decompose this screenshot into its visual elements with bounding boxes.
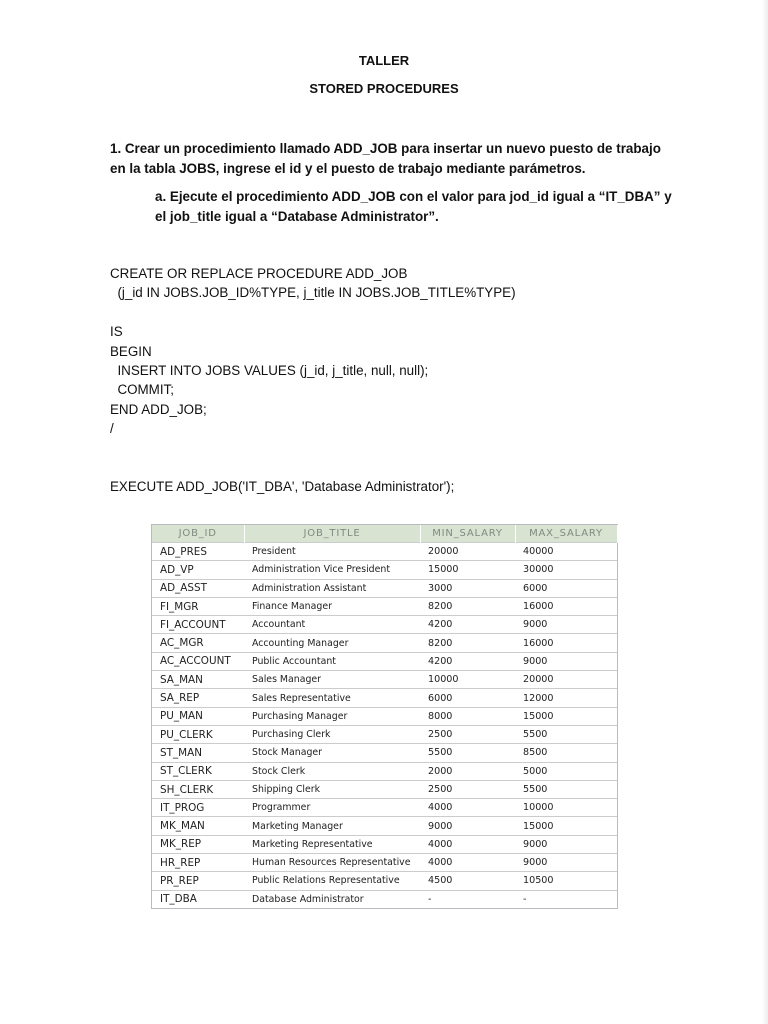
cell-job-title: Purchasing Clerk [244, 725, 420, 743]
code-line: IS [110, 324, 123, 340]
cell-min-salary: 4000 [420, 835, 515, 853]
code-line: END ADD_JOB; [110, 401, 207, 417]
table-row [152, 780, 617, 798]
cell-job-title: Shipping Clerk [244, 780, 420, 798]
cell-job-id: IT_PROG [152, 799, 244, 817]
header-job-id: JOB_ID [152, 525, 244, 543]
cell-max-salary: 16000 [515, 597, 617, 615]
cell-max-salary: 10000 [515, 799, 617, 817]
cell-job-title: Accounting Manager [244, 634, 420, 652]
cell-min-salary: 10000 [420, 671, 515, 689]
cell-job-title: Administration Vice President [244, 561, 420, 579]
cell-max-salary: 5500 [515, 780, 617, 798]
cell-job-id: ST_CLERK [152, 762, 244, 780]
code-line: (j_id IN JOBS.JOB_ID%TYPE, j_title IN JOBS.JOB_TITLE%TYPE) [110, 285, 516, 301]
cell-min-salary: 3000 [420, 579, 515, 597]
cell-job-title: Purchasing Manager [244, 707, 420, 725]
cell-min-salary: 4000 [420, 799, 515, 817]
cell-min-salary: 4000 [420, 854, 515, 872]
cell-max-salary: 5500 [515, 725, 617, 743]
cell-min-salary: 20000 [420, 543, 515, 561]
cell-job-title: Sales Representative [244, 689, 420, 707]
cell-job-id: SH_CLERK [152, 780, 244, 798]
table-row [152, 762, 617, 780]
cell-min-salary: 9000 [420, 817, 515, 835]
cell-max-salary: 30000 [515, 561, 617, 579]
cell-min-salary: 15000 [420, 561, 515, 579]
question-1a: a. Ejecute el procedimiento ADD_JOB con el valor para jod_id igual a “IT_DBA” y el job_title igual a “Database Administrator”. [155, 189, 672, 224]
cell-min-salary: 4200 [420, 652, 515, 670]
code-line: COMMIT; [110, 382, 174, 398]
cell-job-id: MK_MAN [152, 817, 244, 835]
document-subtitle: STORED PROCEDURES [309, 81, 459, 96]
cell-min-salary: 2000 [420, 762, 515, 780]
cell-min-salary: 2500 [420, 725, 515, 743]
cell-min-salary: 4500 [420, 872, 515, 890]
table-row [152, 707, 617, 725]
question-1: 1. Crear un procedimiento llamado ADD_JOB para insertar un nuevo puesto de trabajo en la tabla JOBS, ingrese el id y el puesto de trabajo mediante parámetros. [110, 141, 661, 176]
cell-max-salary: 9000 [515, 616, 617, 634]
cell-min-salary: 2500 [420, 780, 515, 798]
cell-job-id: PU_CLERK [152, 725, 244, 743]
cell-job-title: Stock Manager [244, 744, 420, 762]
table-row [152, 890, 617, 908]
cell-job-title: Sales Manager [244, 671, 420, 689]
cell-job-id: IT_DBA [152, 890, 244, 908]
cell-max-salary: 5000 [515, 762, 617, 780]
cell-job-id: AD_VP [152, 561, 244, 579]
cell-job-title: Marketing Manager [244, 817, 420, 835]
code-line: / [110, 421, 114, 437]
code-line: BEGIN [110, 343, 152, 359]
cell-job-id: FI_ACCOUNT [152, 616, 244, 634]
table-row [152, 634, 617, 652]
table-row [152, 835, 617, 853]
cell-job-id: FI_MGR [152, 597, 244, 615]
header-job-title: JOB_TITLE [244, 525, 420, 543]
cell-max-salary: 16000 [515, 634, 617, 652]
cell-min-salary: 5500 [420, 744, 515, 762]
cell-job-id: SA_MAN [152, 671, 244, 689]
cell-job-id: ST_MAN [152, 744, 244, 762]
cell-min-salary: 8200 [420, 597, 515, 615]
cell-job-title: Database Administrator [244, 890, 420, 908]
table-row [152, 744, 617, 762]
execute-statement: EXECUTE ADD_JOB('IT_DBA', 'Database Administrator'); [110, 479, 455, 494]
cell-job-title: Public Accountant [244, 652, 420, 670]
jobs-table-image [151, 524, 618, 909]
cell-job-id: AC_MGR [152, 634, 244, 652]
code-line: INSERT INTO JOBS VALUES (j_id, j_title, null, null); [110, 362, 429, 378]
cell-max-salary: 9000 [515, 854, 617, 872]
cell-job-id: PU_MAN [152, 707, 244, 725]
table-row [152, 799, 617, 817]
cell-job-id: AD_PRES [152, 543, 244, 561]
cell-job-id: AC_ACCOUNT [152, 652, 244, 670]
cell-min-salary: - [420, 890, 515, 908]
cell-max-salary: - [515, 890, 617, 908]
code-line: CREATE OR REPLACE PROCEDURE ADD_JOB [110, 266, 408, 281]
cell-job-title: Accountant [244, 616, 420, 634]
cell-min-salary: 8200 [420, 634, 515, 652]
cell-max-salary: 9000 [515, 835, 617, 853]
code-line [110, 303, 670, 322]
cell-max-salary: 15000 [515, 817, 617, 835]
cell-max-salary: 6000 [515, 579, 617, 597]
table-row [152, 579, 617, 597]
cell-job-id: MK_REP [152, 835, 244, 853]
header-min-salary: MIN_SALARY [420, 525, 515, 543]
cell-max-salary: 15000 [515, 707, 617, 725]
cell-min-salary: 6000 [420, 689, 515, 707]
jobs-table-body [152, 543, 617, 908]
table-row [152, 561, 617, 579]
table-row [152, 689, 617, 707]
table-row [152, 543, 617, 561]
page-edge-shadow [762, 0, 768, 1024]
cell-job-title: Stock Clerk [244, 762, 420, 780]
table-row [152, 817, 617, 835]
header-max-salary: MAX_SALARY [515, 525, 617, 543]
cell-job-id: AD_ASST [152, 579, 244, 597]
table-row [152, 671, 617, 689]
cell-job-id: SA_REP [152, 689, 244, 707]
table-row [152, 616, 617, 634]
procedure-code-block [110, 264, 670, 439]
cell-max-salary: 8500 [515, 744, 617, 762]
cell-job-title: Finance Manager [244, 597, 420, 615]
table-header-row [152, 525, 617, 543]
document-title: TALLER [358, 53, 410, 68]
cell-job-title: Human Resources Representative [244, 854, 420, 872]
cell-max-salary: 9000 [515, 652, 617, 670]
table-row [152, 597, 617, 615]
cell-max-salary: 10500 [515, 872, 617, 890]
cell-job-title: President [244, 543, 420, 561]
cell-job-title: Administration Assistant [244, 579, 420, 597]
jobs-table [152, 525, 618, 908]
table-row [152, 854, 617, 872]
table-row [152, 652, 617, 670]
cell-job-id: PR_REP [152, 872, 244, 890]
table-row [152, 725, 617, 743]
cell-job-title: Programmer [244, 799, 420, 817]
cell-max-salary: 20000 [515, 671, 617, 689]
cell-max-salary: 40000 [515, 543, 617, 561]
cell-max-salary: 12000 [515, 689, 617, 707]
table-row [152, 872, 617, 890]
cell-min-salary: 8000 [420, 707, 515, 725]
cell-job-title: Marketing Representative [244, 835, 420, 853]
cell-job-title: Public Relations Representative [244, 872, 420, 890]
cell-job-id: HR_REP [152, 854, 244, 872]
cell-min-salary: 4200 [420, 616, 515, 634]
